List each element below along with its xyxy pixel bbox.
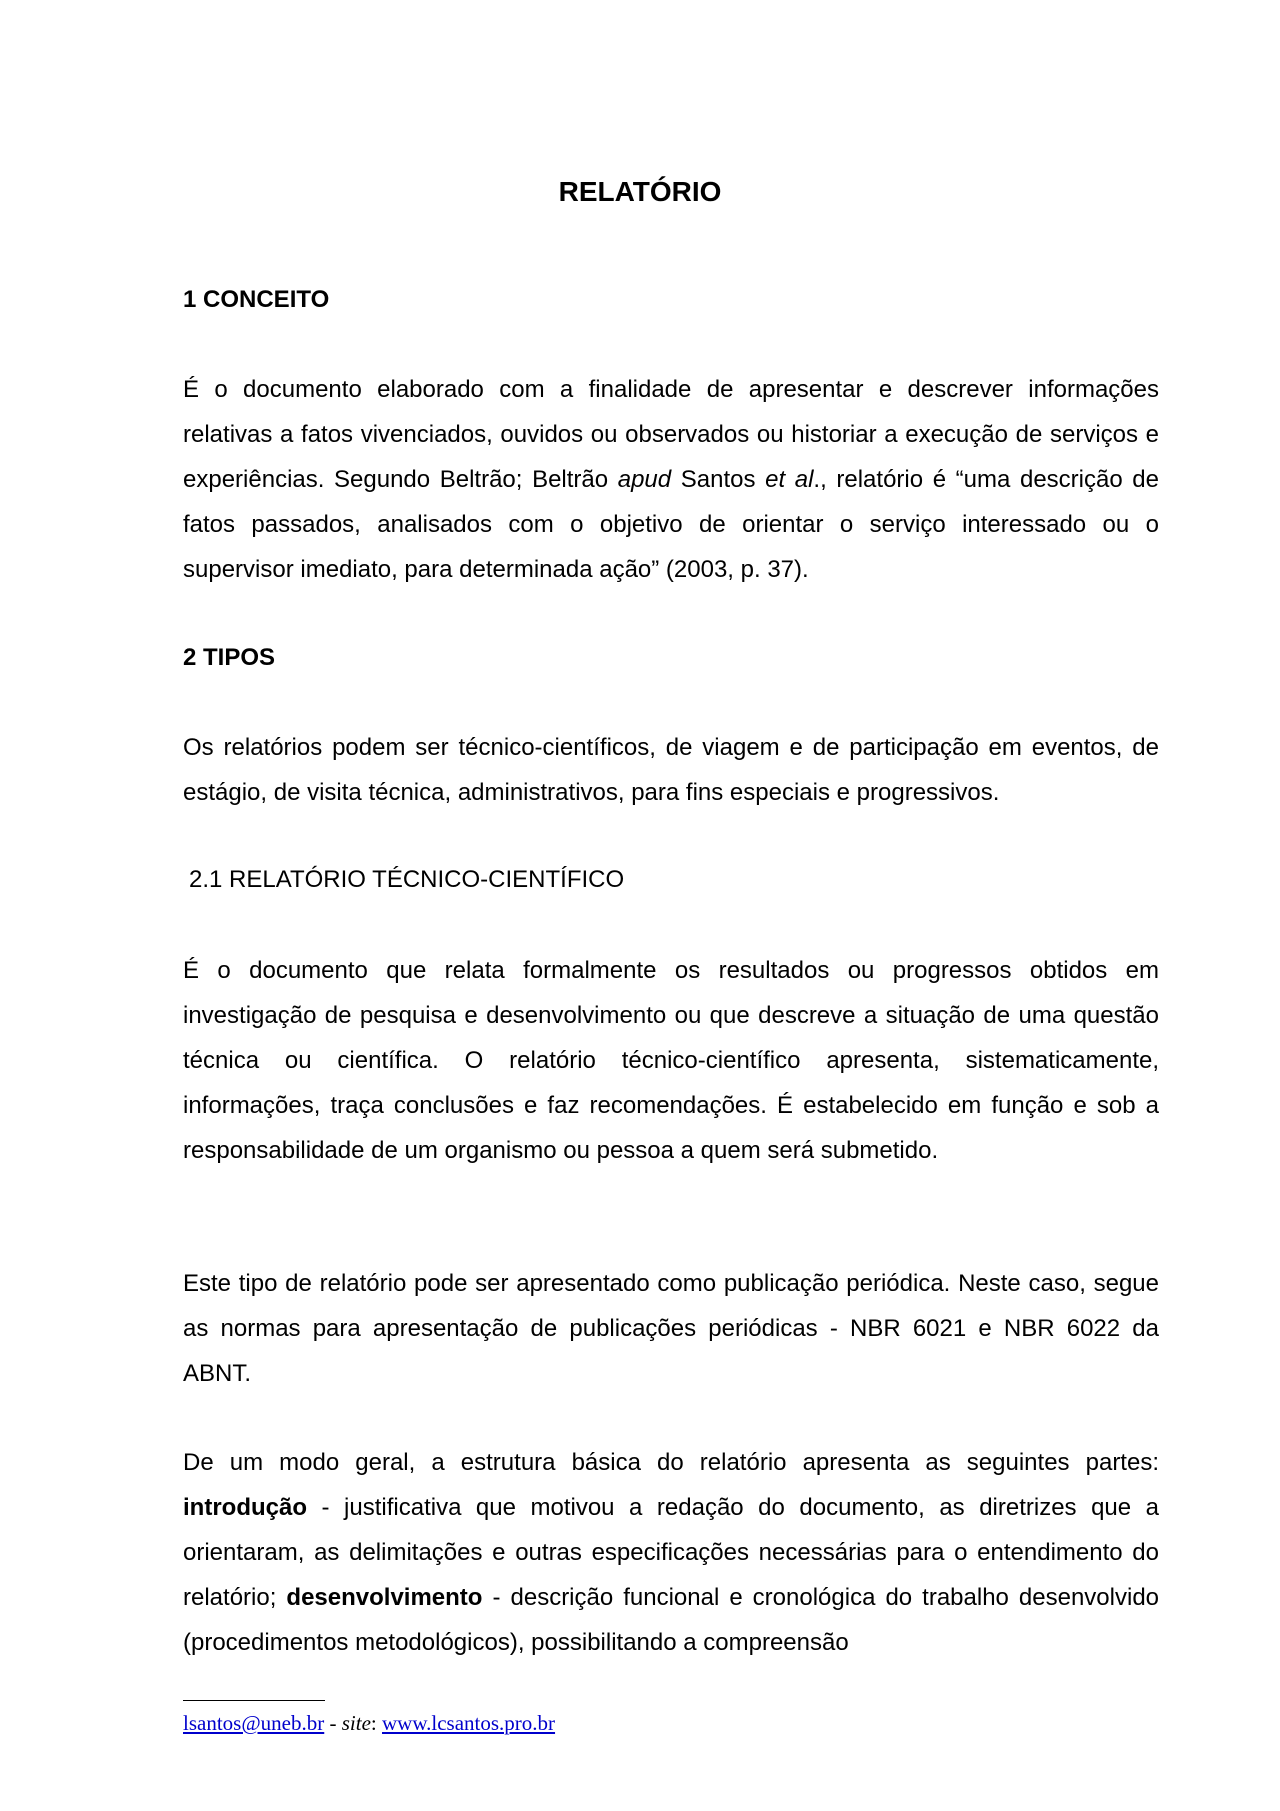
site-link[interactable]: www.lcsantos.pro.br xyxy=(382,1711,556,1735)
page-title: RELATÓRIO xyxy=(558,176,722,207)
section-heading-conceito: 1 CONCEITO xyxy=(183,286,330,313)
section-heading-tipos: 2 TIPOS xyxy=(183,644,276,671)
email-link[interactable]: lsantos@uneb.br xyxy=(183,1711,325,1735)
footer: lsantos@uneb.br - site: www.lcsantos.pro.br xyxy=(183,1711,556,1735)
site-label: site xyxy=(341,1711,371,1735)
term-desenvolvimento: desenvolvimento xyxy=(286,1584,483,1611)
paragraph-publicacao-periodica: Este tipo de relatório pode ser apresentado como publicação periódica. Neste caso, segue as normas para apresentação de publicações periódicas - NBR 6021 e NBR 6022 da ABNT. xyxy=(183,1270,1159,1387)
footnote-divider xyxy=(183,1700,325,1701)
paragraph-tipos: Os relatórios podem ser técnico-científicos, de viagem e de participação em eventos, de estágio, de visita técnica, administrativos, para fins especiais e progressivos. xyxy=(183,734,1159,806)
term-introducao: introdução xyxy=(183,1494,307,1521)
paragraph-tecnico-cientifico: É o documento que relata formalmente os resultados ou progressos obtidos em investigação de pesquisa e desenvolvimento ou que descreve a situação de uma questão técnica ou científica. O relatório técnico-científico apresenta, sistematicamente, informações, traça conclusões e faz recomendações. É estabelecido em função e sob a responsabilidade de um organismo ou pessoa a quem será submetido. xyxy=(183,957,1159,1164)
paragraph-conceito: É o documento elaborado com a finalidade de apresentar e descrever informações relativas a fatos vivenciados, ouvidos ou observados ou historiar a execução de serviços e experiências. Segundo Beltrão; Beltrão apud Santos et al., relatório é “uma descrição de fatos passados, analisados com o objetivo de orientar o serviço interessado ou o supervisor imediato, para determinada ação” (2003, p. 37). xyxy=(183,376,1159,583)
subsection-heading-tecnico-cientifico: 2.1 RELATÓRIO TÉCNICO-CIENTÍFICO xyxy=(189,866,625,893)
paragraph-estrutura-basica: De um modo geral, a estrutura básica do relatório apresenta as seguintes partes: introdução - justificativa que motivou a redação do documento, as diretrizes que a orientaram, as delimitações e outras especificações necessárias para o entendimento do relatório; desenvolvimento - descrição funcional e cronológica do trabalho desenvolvido (procedimentos metodológicos), possibilitando a compreensão xyxy=(183,1449,1160,1656)
